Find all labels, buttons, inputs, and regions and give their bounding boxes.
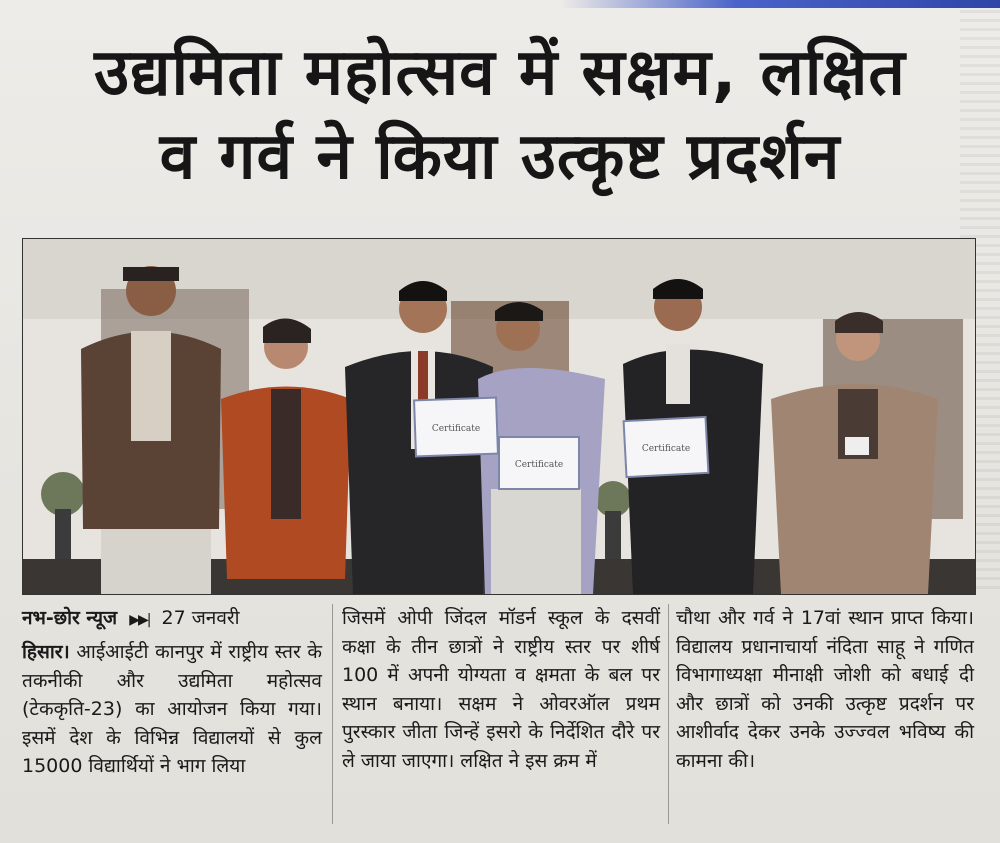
headline-line-2: व गर्व ने किया उत्कृष्ट प्रदर्शन [159,120,841,194]
article-column-1 [22,604,322,834]
top-color-rule [560,0,1000,8]
column-divider-1 [332,604,333,824]
svg-text:Certificate: Certificate [514,460,564,470]
column-divider-2 [668,604,669,824]
dateline-date: 27 जनवरी [161,607,240,629]
article-column-2 [342,604,660,834]
dateline [22,604,322,634]
article-place: हिसार। [22,641,70,663]
article-paragraph-1 [22,638,322,781]
article-text-3: चौथा और गर्व ने 17वां स्थान प्राप्त किया। विद्यालय प्रधानाचार्या नंदिता साहू ने गणित विभागाध्यक्षा मीनाक्षी जोशी को बधाई दी और छात्रों को उनकी उत्कृष्ट प्रदर्शन पर आशीर्वाद देकर उनके उज्ज्वल भविष्य की कामना की। [676,607,974,772]
article-text-2: जिसमें ओपी जिंदल मॉडर्न स्कूल के दसवीं कक्षा के तीन छात्रों ने राष्ट्रीय स्तर पर शीर्ष 100 में अपनी योग्यता व क्षमता के बल पर स्थान बनाया। सक्षम ने ओवरऑल प्रथम पुरस्कार जीता जिन्हें इसरो के निर्देशित दौरे पर ले जाया जाएगा। लक्षित ने इस क्रम में [342,607,660,772]
svg-text:Certificate: Certificate [431,424,481,434]
article-column-3 [676,604,974,834]
headline [0,30,1000,198]
dateline-source: नभ-छोर न्यूज [22,607,118,629]
dateline-arrow-icon: ▶▶| [129,612,150,628]
group-photo-illustration [23,239,975,594]
certificate-3 [624,417,709,477]
headline-line-1: उद्यमिता महोत्सव में सक्षम, लक्षित [94,36,906,110]
plant-pot-center [605,511,621,559]
certificate-2 [499,437,579,489]
svg-text:Certificate: Certificate [641,444,691,454]
plant-pot-left [55,509,71,559]
news-photo [22,238,976,595]
article-text-1: आईआईटी कानपुर में राष्ट्रीय स्तर के तकनीकी और उद्यमिता महोत्सव (टेककृति-23) का आयोजन किया गया। इसमें देश के विभिन्न विद्यालयों से कुल 15000 विद्यार्थियों ने भाग लिया [22,641,322,777]
article-body [22,604,974,834]
certificate-1 [414,398,498,457]
